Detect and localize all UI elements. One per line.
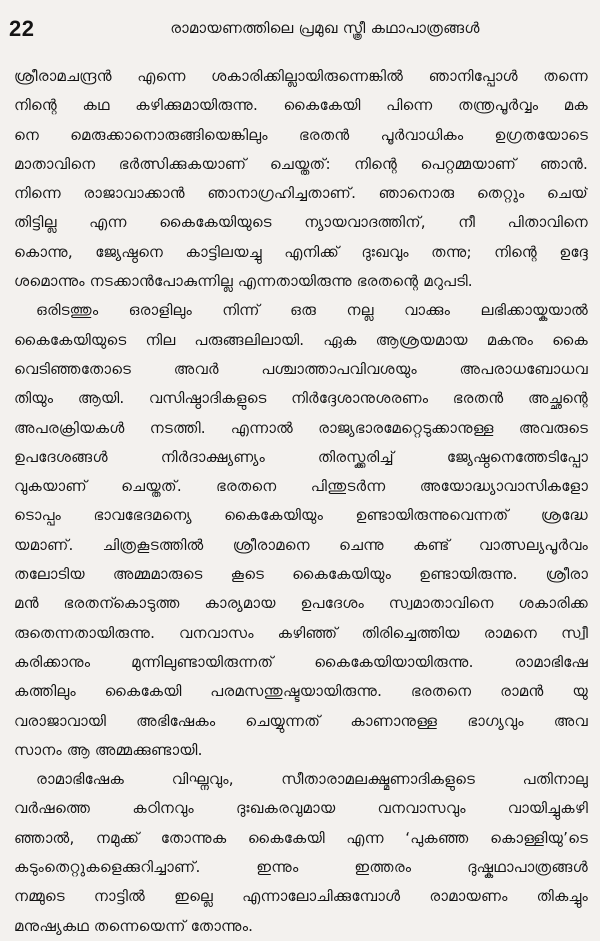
text-line: അപരക്രിയകൾ നടത്തി. എന്നാൽ രാജ്യഭാരമേറ്റെടുക്കാനുള്ള അവരുടെ: [14, 418, 588, 437]
text-line: ശ്രീരാമചന്ദ്രൻ എന്നെ ശകാരിക്കില്ലായിരുന്നെങ്കിൽ ഞാനിപ്പോൾ തന്നെ: [14, 67, 588, 85]
paragraph: [14, 296, 588, 765]
page-number: 22: [9, 16, 35, 41]
paragraph: [14, 62, 588, 296]
text-line: നെ മെരുക്കാനൊരുങ്ങിയെങ്കിലും ഭരതൻ പൂർവാധികം ഉഗ്രതയോടെ: [14, 125, 588, 144]
text-line: തിയും ആയി. വസിഷ്ഠാദികളുടെ നിർദ്ദേശാനുശരണം ഭരതൻ അച്ഛന്റെ: [14, 389, 588, 408]
text-line: നിന്നെ രാജാവാക്കാൻ ഞാനാഗ്രഹിച്ചതാണ്. ഞാനൊരു തെറ്റും ചെയ്: [14, 184, 588, 203]
text-line: കത്തിലും കൈകേയി പരമസന്തുഷ്ടയായിരുന്നു. ഭരതനെ രാമൻ യു: [14, 682, 588, 701]
text-line: മനുഷ്യകഥ തന്നെയെന്ന് തോന്നും.: [14, 916, 254, 935]
text-line: ഒരിടത്തും ഒരാളിലും നിന്ന് ഒരു നല്ല വാക്കും ലഭിക്കായ്കയാൽ: [36, 301, 588, 320]
text-line: കടുംതെറ്റുകളെക്കുറിച്ചാണ്. ഇന്നും ഇത്തരം ദുഷ്കഥാപാത്രങ്ങൾ: [14, 858, 588, 877]
text-line: നിന്റെ കഥ കഴിക്കുമായിരുന്നു. കൈകേയി പിന്നെ തന്ത്രപൂർവ്വം മക: [14, 96, 588, 115]
text-line: രാമാഭിഷേക വിഘ്നവും, സീതാരാമലക്ഷ്മണാദികളുടെ പതിനാലു: [36, 770, 588, 789]
text-line: വുകയാണ് ചെയ്തത്. ഭരതനെ പിന്തുടർന്ന അയോദ്ധ്യാവാസികളോ: [14, 477, 588, 496]
text-line: വരാജാവായി അഭിഷേകം ചെയ്യുന്നത് കാണാനുള്ള ഭാഗ്യവും അവ: [14, 711, 588, 730]
text-line: മാതാവിനെ ഭർത്സിക്കുകയാണ് ചെയ്തത്: നിന്റെ പെറ്റമ്മയാണ് ഞാൻ.: [14, 154, 588, 173]
text-line: കൈകേയിയുടെ നില പരുങ്ങലിലായി. ഏക ആശ്രയമായ മകനും കൈ: [14, 330, 588, 349]
text-line: കരിക്കാനും മുന്നിലുണ്ടായിരുന്നത് കൈകേയിയായിരുന്നു. രാമാഭിഷേ: [14, 652, 588, 671]
text-line: വെടിഞ്ഞതോടെ അവർ പശ്ചാത്താപവിവശയും അപരാധബോധവ: [14, 359, 588, 378]
text-line: ടൊപ്പം ഭാവഭേദമന്യെ കൈകേയിയും ഉണ്ടായിരുന്നുവെന്നത് ശ്രദ്ധേ: [14, 506, 588, 525]
paragraph: [14, 765, 588, 941]
text-line: കൊന്നു, ജ്യേഷ്ഠനെ കാട്ടിലയച്ചു എനിക്ക് ദുഃഖവും തന്നു; നിന്റെ ഉദ്ദേ: [14, 242, 588, 261]
body-text: [14, 62, 588, 941]
text-line: തലോടിയ അമ്മമാരുടെ കൂടെ കൈകേയിയും ഉണ്ടായിരുന്നു. ശ്രീരാ: [14, 565, 588, 584]
running-title: രാമായണത്തിലെ പ്രമുഖ സ്ത്രീ കഥാപാത്രങ്ങൾ: [170, 19, 480, 37]
text-line: ശമൊന്നും നടക്കാൻപോകുന്നില്ല എന്നതായിരുന്നു ഭരതന്റെ മറുപടി.: [14, 272, 473, 291]
text-line: സാനം ആ അമ്മക്കുണ്ടായി.: [14, 740, 203, 759]
text-line: മൻ ഭരതന്കൊടുത്ത കാര്യമായ ഉപദേശം സ്വമാതാവിനെ ശകാരിക്ക: [14, 594, 588, 613]
text-line: ഉപദേശങ്ങൾ നിർദാക്ഷ്യണ്യം തിരസ്ക്കരിച്ച് ജ്യേഷ്ഠനെത്തേടിപ്പോ: [14, 447, 588, 466]
text-line: നമ്മുടെ നാട്ടിൽ ഇല്ലെ എന്നാലോചിക്കുമ്പോൾ രാമായണം തികച്ചും: [14, 887, 588, 906]
text-line: രുതെന്നതായിരുന്നു. വനവാസം കഴിഞ്ഞ് തിരിച്ചെത്തിയ രാമനെ സ്വീ: [14, 623, 588, 642]
text-line: വർഷത്തെ കഠിനവും ദുഃഖകരവുമായ വനവാസവും വായിച്ചുകഴി: [14, 799, 588, 818]
page-header: [0, 10, 600, 48]
text-line: തിട്ടില്ല എന്ന കൈകേയിയുടെ ന്യായവാദത്തിന്, നീ പിതാവിനെ: [14, 213, 588, 232]
text-line: ഞ്ഞാൽ, നമുക്ക് തോന്നുക കൈകേയി എന്ന ‘പുകഞ്ഞ കൊള്ളിയു’ടെ: [14, 828, 588, 847]
text-line: യമാണ്. ചിത്രകൂടത്തിൽ ശ്രീരാമനെ ചെന്നു കണ്ട് വാത്സല്യപൂർവം: [14, 535, 588, 554]
